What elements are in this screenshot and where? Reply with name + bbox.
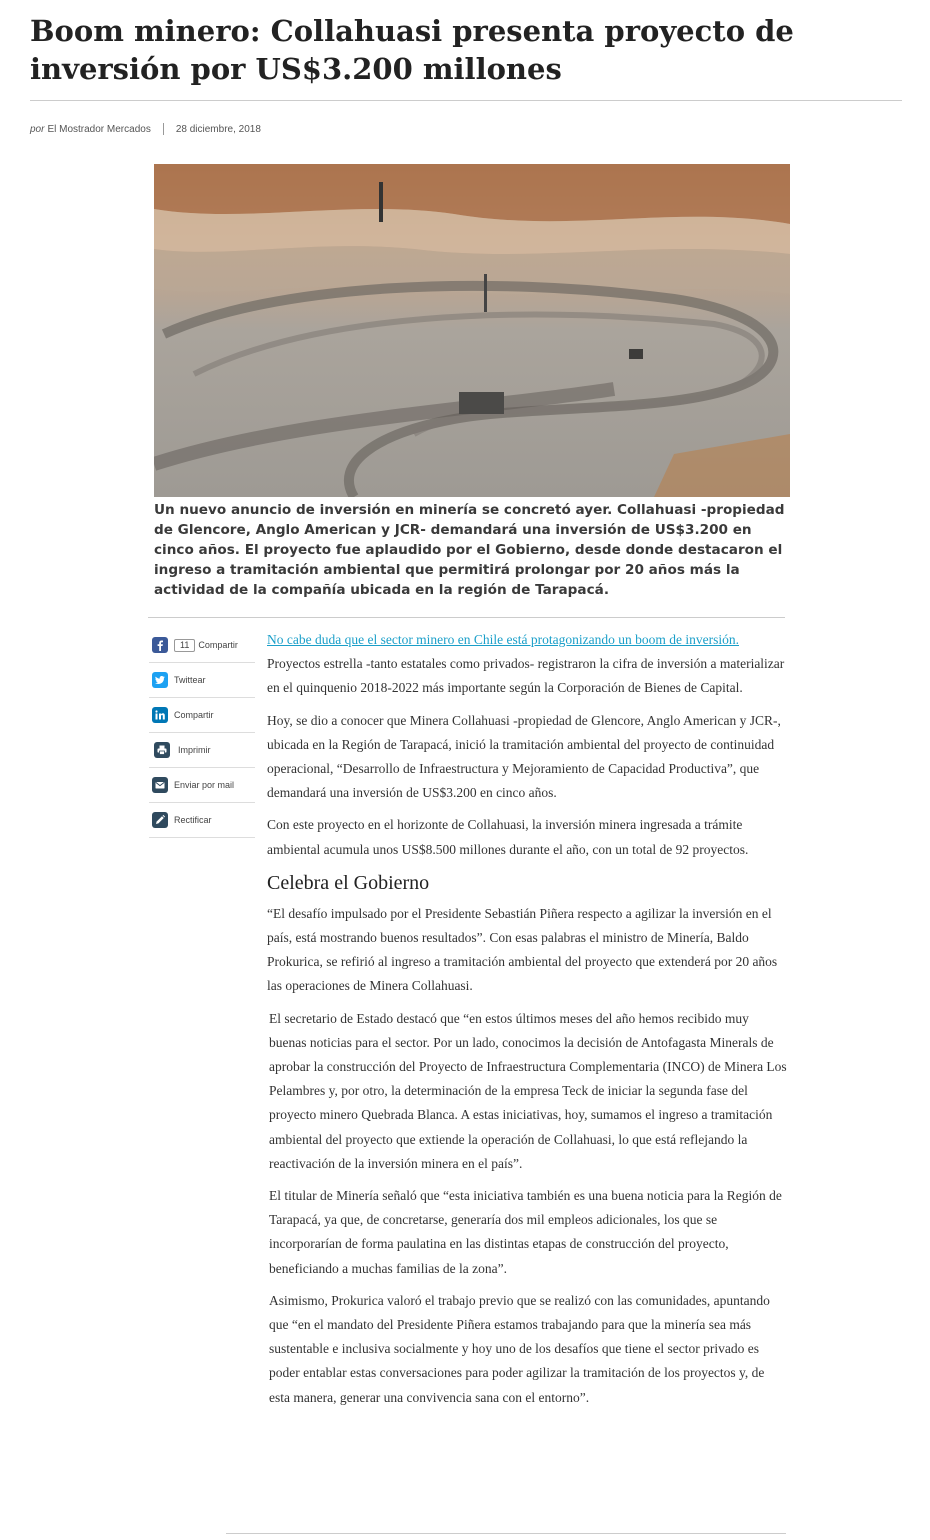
lead-link[interactable]: No cabe duda que el sector minero en Chile está protagonizando un boom de inversión. xyxy=(267,632,739,647)
linkedin-share-label: Compartir xyxy=(174,710,214,720)
facebook-share-count: 11 xyxy=(174,639,195,652)
byline-author[interactable]: El Mostrador Mercados xyxy=(47,123,151,135)
share-facebook-button[interactable] xyxy=(149,628,255,663)
section-heading: Celebra el Gobierno xyxy=(267,871,430,894)
article-end-divider xyxy=(226,1533,786,1534)
twitter-share-label: Twittear xyxy=(174,675,206,685)
article-body xyxy=(267,628,787,1418)
caption-divider xyxy=(148,617,785,618)
article-paragraph: Hoy, se dio a conocer que Minera Collahuasi -propiedad de Glencore, Anglo American y JCR-, ubicada en la Región de Tarapacá, inició la tramitación ambiental del proyecto de continuidad operacional, “Desarrollo de Infraestructura y Mejoramiento de Capacidad Productiva”, que demandará una inversión de US$3.200 en cinco años. xyxy=(267,712,781,801)
email-icon xyxy=(152,777,168,793)
share-email-button[interactable] xyxy=(149,768,255,803)
byline-date: 28 diciembre, 2018 xyxy=(175,123,261,135)
facebook-icon xyxy=(152,637,168,653)
article-paragraph: Asimismo, Prokurica valoró el trabajo previo que se realizó con las comunidades, apuntando que “en el mandato del Presidente Piñera estamos trabajando para que la minería sea más sustentable e inclusiva socialmente y hoy uno de los desafíos que tiene el sector privado es poder entablar estas conversaciones para poder agilizar la tramitación de los proyectos y, de esta manera, generar una convivencia sana con el entorno”. xyxy=(269,1292,770,1405)
share-linkedin-button[interactable] xyxy=(149,698,255,733)
title-divider xyxy=(30,100,902,101)
email-share-label: Enviar por mail xyxy=(174,780,235,790)
lead-text: Proyectos estrella -tanto estatales como privados- registraron la cifra de inversión a materializar en el quinquenio 2018-2022 más importante según la Corporación de Bienes de Capital. xyxy=(267,656,785,696)
share-sidebar xyxy=(149,628,255,838)
pencil-icon xyxy=(152,812,168,828)
print-label: Imprimir xyxy=(178,745,211,755)
facebook-share-label: Compartir xyxy=(198,640,238,650)
byline-separator xyxy=(163,123,164,135)
article-paragraph: Con este proyecto en el horizonte de Collahuasi, la inversión minera ingresada a trámite ambiental acumula unos US$8.500 millones durante el año, con un total de 92 proyectos. xyxy=(267,817,749,857)
linkedin-icon xyxy=(152,707,168,723)
article-title: Boom minero: Collahuasi presenta proyecto de inversión por US$3.200 millones xyxy=(30,14,794,86)
article-paragraph: El secretario de Estado destacó que “en estos últimos meses del año hemos recibido muy buenas noticias para el sector. Por un lado, conocimos la decisión de Antofagasta Minerals de aprobar la construcción del Proyecto de Infraestructura Complementaria (INCO) de Minera Los Pelambres y, por otro, la determinación de la empresa Teck de iniciar la segunda fase del proyecto minero Quebrada Blanca. A estas iniciativas, hoy, sumamos el ingreso a tramitación ambiental del proyecto que extiende la operación de Collahuasi, lo que está reflejando la reactivación de la inversión minera en el país”. xyxy=(269,1010,787,1171)
article-paragraph: El titular de Minería señaló que “esta iniciativa también es una buena noticia para la Región de Tarapacá, ya que, de concretarse, generaría dos mil empleos adicionales, los que se incorporarían de forma paulatina en las distintas etapas de construcción del proyecto, beneficiando a muchas familias de la zona”. xyxy=(269,1188,782,1276)
print-button[interactable] xyxy=(149,733,255,768)
share-twitter-button[interactable] xyxy=(149,663,255,698)
hero-image-mine-pit xyxy=(154,164,790,497)
byline-prefix: por xyxy=(30,123,45,135)
twitter-icon xyxy=(152,672,168,688)
image-caption: Un nuevo anuncio de inversión en minería se concretó ayer. Collahuasi -propiedad de Glencore, Anglo American y JCR- demandará una inversión de US$3.200 en cinco años. El proyecto fue aplaudido por el Gobierno, desde donde destacaron el ingreso a tramitación ambiental que permitirá prolongar por 20 años más la actividad de la compañía ubicada en la región de Tarapacá. xyxy=(154,502,785,598)
byline xyxy=(30,122,261,136)
rectify-label: Rectificar xyxy=(174,815,212,825)
article-paragraph: “El desafío impulsado por el Presidente Sebastián Piñera respecto a agilizar la inversión en el país, está mostrando buenos resultados”. Con esas palabras el ministro de Minería, Baldo Prokurica, se refirió al ingreso a tramitación ambiental del proyecto que extenderá por 20 años las operaciones de Minera Collahuasi. xyxy=(267,905,778,994)
print-icon xyxy=(154,742,170,758)
rectify-button[interactable] xyxy=(149,803,255,838)
article-paragraph xyxy=(267,628,787,701)
